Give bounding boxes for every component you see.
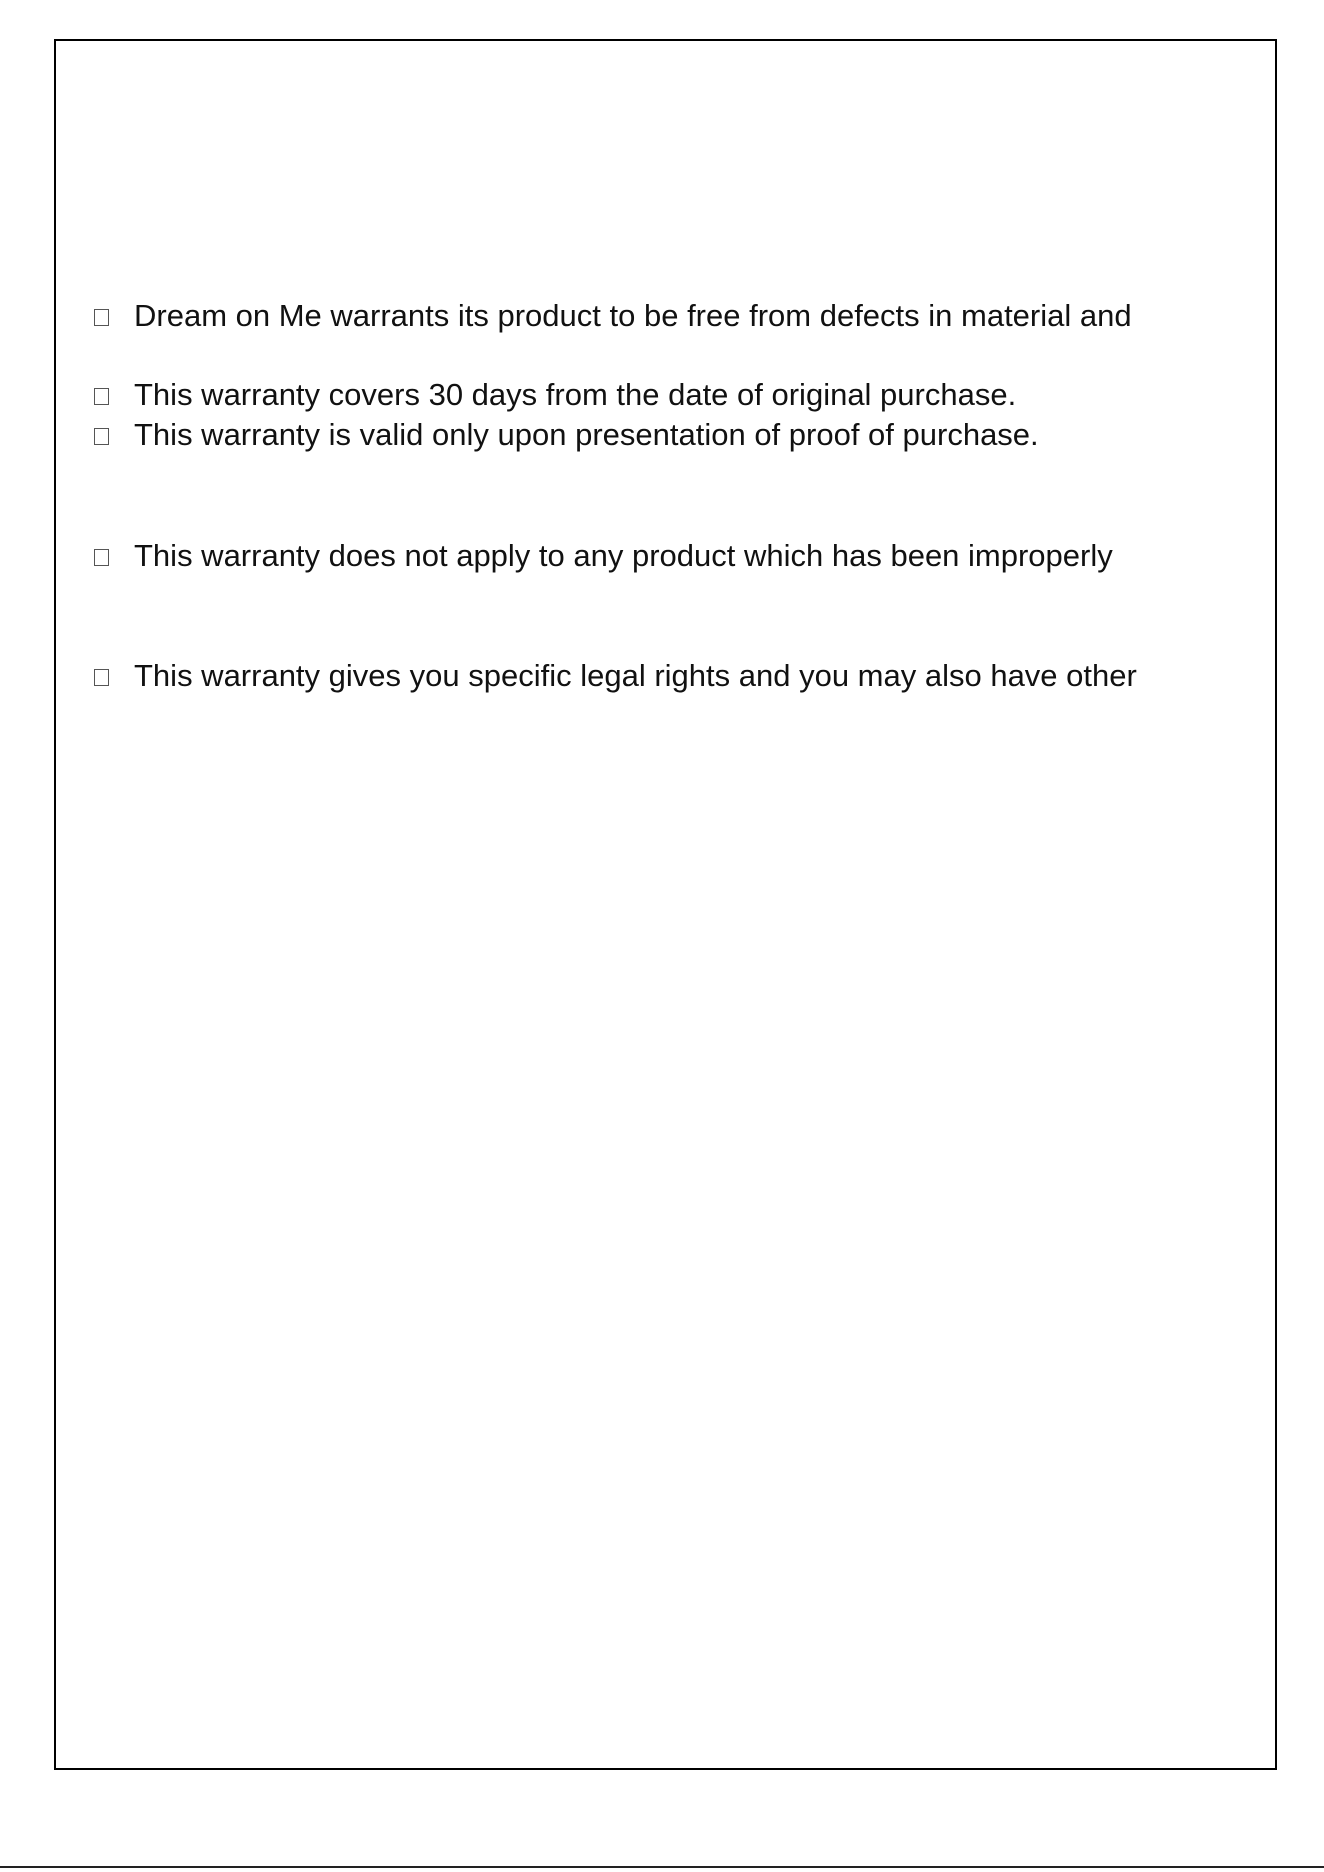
- warranty-item-legal-rights: [94, 657, 1255, 695]
- warranty-text-proof-of-purchase: This warranty is valid only upon presentation of proof of purchase.: [134, 417, 1039, 452]
- square-bullet-icon: [94, 549, 109, 566]
- square-bullet-icon: [94, 669, 109, 686]
- warranty-item-defects: [94, 297, 1255, 335]
- footer-rule: [0, 1866, 1324, 1868]
- page-frame: [54, 39, 1277, 1770]
- warranty-text-legal-rights: This warranty gives you specific legal rights and you may also have other: [134, 658, 1137, 693]
- warranty-item-coverage-period: [94, 376, 1255, 414]
- square-bullet-icon: [94, 388, 109, 405]
- warranty-item-exclusions: [94, 537, 1255, 575]
- square-bullet-icon: [94, 428, 109, 445]
- warranty-text-exclusions: This warranty does not apply to any product which has been improperly: [134, 538, 1113, 573]
- square-bullet-icon: [94, 309, 109, 326]
- warranty-text-defects: Dream on Me warrants its product to be free from defects in material and: [134, 298, 1132, 333]
- warranty-list: [56, 41, 1275, 1768]
- warranty-item-proof-of-purchase: [94, 416, 1255, 454]
- warranty-text-coverage-period: This warranty covers 30 days from the date of original purchase.: [134, 377, 1017, 412]
